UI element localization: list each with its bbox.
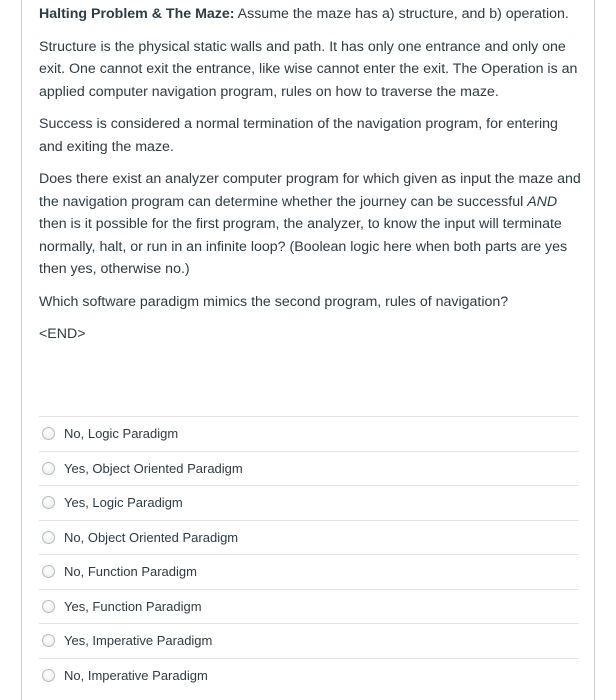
answer-option[interactable] — [39, 554, 579, 589]
question-end-marker: <END> — [39, 326, 86, 342]
answer-label[interactable]: Yes, Imperative Paradigm — [64, 633, 213, 649]
answer-option[interactable] — [39, 658, 579, 693]
question-paragraph-2: Structure is the physical static walls and path. It has only one entrance and only one exit. One cannot exit the entrance, like wise cannot enter the exit. The Operation is an applied computer navigation program, rules on how to traverse the maze. — [39, 38, 578, 100]
answer-option[interactable] — [39, 623, 579, 658]
emphasis-and: AND — [527, 193, 558, 210]
radio-button[interactable] — [42, 600, 55, 613]
question-paragraph-4: Does there exist an analyzer computer program for which given as input the maze and the navigation program can determine whether the journey can be successful AND then is it possible for the first program, the analyzer, to know the input will terminate normally, halt, or run in an infinite loop? (Boolean logic here when both parts are yes then yes, otherwise no.) — [39, 171, 581, 277]
answer-list — [39, 416, 579, 692]
answer-option[interactable] — [39, 520, 579, 555]
radio-button[interactable] — [42, 462, 55, 475]
question-paragraph-5: Which software paradigm mimics the second program, rules of navigation? — [39, 293, 509, 310]
radio-button[interactable] — [42, 634, 55, 647]
answer-option[interactable] — [39, 485, 579, 520]
answer-label[interactable]: Yes, Logic Paradigm — [64, 495, 183, 511]
radio-button[interactable] — [42, 427, 55, 440]
answer-label[interactable]: Yes, Function Paradigm — [64, 598, 202, 614]
quiz-question-card — [21, 0, 595, 700]
answer-option[interactable] — [39, 451, 579, 486]
question-paragraph-1: Halting Problem & The Maze: Assume the maze has a) structure, and b) operation. — [39, 6, 569, 22]
answer-option[interactable] — [39, 416, 579, 451]
answer-label[interactable]: No, Function Paradigm — [64, 564, 197, 580]
radio-button[interactable] — [42, 531, 55, 544]
radio-button[interactable] — [42, 565, 55, 578]
question-paragraph-3: Success is considered a normal termination of the navigation program, for entering and exiting the maze. — [39, 116, 558, 155]
answer-label[interactable]: No, Imperative Paradigm — [64, 667, 208, 683]
answer-option[interactable] — [39, 589, 579, 624]
answer-label[interactable]: No, Logic Paradigm — [64, 426, 179, 442]
radio-button[interactable] — [42, 669, 55, 682]
answer-label[interactable]: Yes, Object Oriented Paradigm — [64, 460, 243, 476]
question-text — [39, 3, 584, 356]
question-title: Halting Problem & The Maze: — [39, 6, 235, 22]
answer-label[interactable]: No, Object Oriented Paradigm — [64, 529, 239, 545]
radio-button[interactable] — [42, 496, 55, 509]
